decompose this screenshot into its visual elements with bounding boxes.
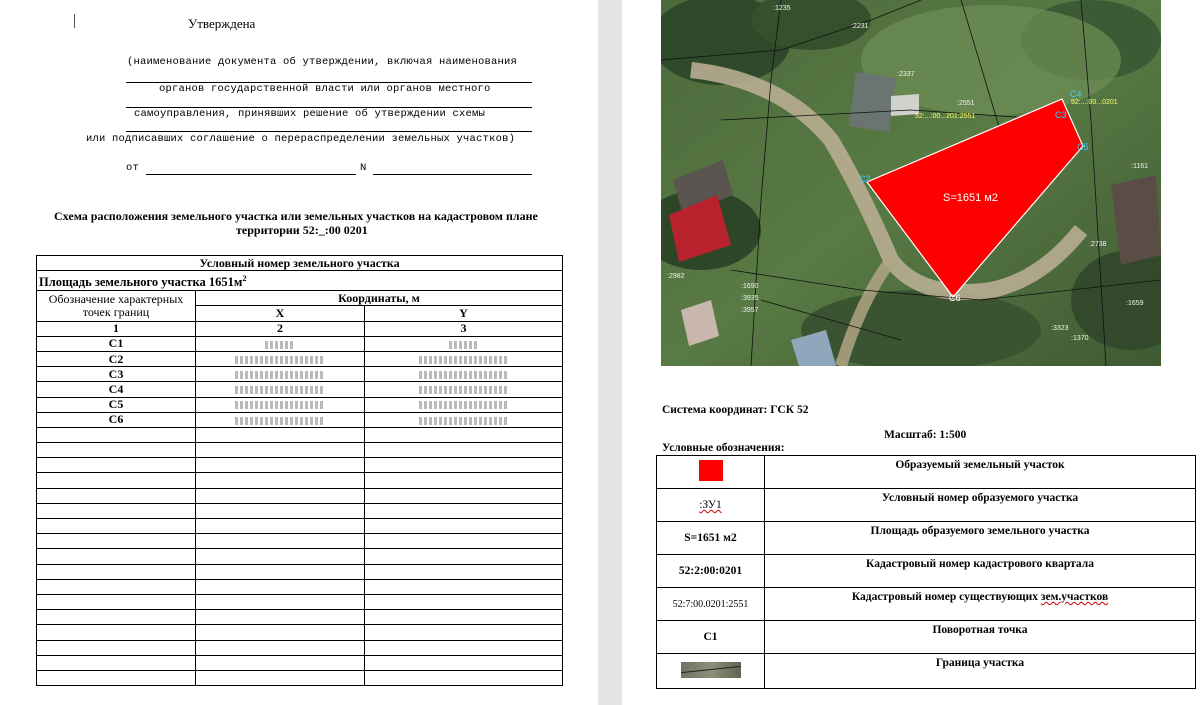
map-label: :1659 <box>1126 300 1144 307</box>
point-label-c6: C6 <box>949 293 961 303</box>
redacted-value <box>235 386 325 394</box>
points-column-header: Обозначение характерных точек границ <box>37 291 196 321</box>
column-number-2: 2 <box>196 321 365 336</box>
legend-row <box>657 456 1196 489</box>
redacted-value <box>449 341 479 349</box>
legend-symbol: C1 <box>657 621 765 654</box>
table-row-empty <box>37 610 563 625</box>
parcel-swatch <box>699 460 723 481</box>
map-label: :2982 <box>667 273 685 280</box>
table-row-empty <box>37 488 563 503</box>
table-row <box>37 351 563 366</box>
header-line-1: (наименование документа об утверждении, включая наименования <box>127 56 518 68</box>
map-label: :1161 <box>1131 163 1148 170</box>
table-row-empty <box>37 670 563 685</box>
table-row <box>37 382 563 397</box>
table-row-empty <box>37 640 563 655</box>
legend-symbol: 52:2:00:0201 <box>657 555 765 588</box>
legend-desc <box>765 588 1196 621</box>
table-row-empty <box>37 427 563 442</box>
boundary-sample <box>681 662 741 678</box>
coordinate-system: Система координат: ГСК 52 <box>662 404 809 416</box>
legend-row <box>657 489 1196 522</box>
legend-row <box>657 588 1196 621</box>
redacted-value <box>419 417 509 425</box>
from-label: от <box>126 162 140 174</box>
map-label: :2738 <box>1089 241 1107 248</box>
number-label: N <box>360 162 367 174</box>
redacted-value <box>419 371 509 379</box>
legend-symbol <box>657 456 765 489</box>
text-cursor <box>74 14 75 28</box>
table-row-empty <box>37 534 563 549</box>
document-page-right <box>622 0 1200 705</box>
map-label: :1370 <box>1071 335 1089 342</box>
approved-label: Утверждена <box>188 16 256 31</box>
table-header: Условный номер земельного участка <box>37 256 563 271</box>
map-label: :1690 <box>741 283 759 290</box>
column-number-1: 1 <box>37 321 196 336</box>
header-line-4: или подписавших соглашение о перераспределении земельных участков) <box>86 133 516 145</box>
header-line-3: самоуправления, принявших решение об утверждении схемы <box>134 108 486 120</box>
legend-desc: Площадь образуемого земельного участка <box>765 522 1196 555</box>
document-page-left <box>0 0 598 705</box>
y-column-header: Y <box>365 306 563 321</box>
redacted-value <box>419 356 509 364</box>
column-number-3: 3 <box>365 321 563 336</box>
point-label-c3: C3 <box>1055 110 1067 120</box>
redacted-value <box>235 356 325 364</box>
table-row-empty <box>37 458 563 473</box>
point-label-c4: C4 <box>1070 89 1082 99</box>
roof-greenhouse <box>849 72 896 132</box>
legend-row <box>657 522 1196 555</box>
legend-desc: Кадастровый номер кадастрового квартала <box>765 555 1196 588</box>
map-label: :3323 <box>1051 325 1069 332</box>
satellite-map <box>661 0 1161 366</box>
area-label: Площадь земельного участка 1651 <box>39 275 234 290</box>
legend-desc: Образуемый земельный участок <box>765 456 1196 489</box>
point-label: C5 <box>37 397 196 412</box>
point-label: C3 <box>37 367 196 382</box>
legend-title: Условные обозначения: <box>662 442 785 454</box>
redacted-value <box>235 401 325 409</box>
legend-symbol <box>657 489 765 522</box>
point-label: C6 <box>37 412 196 427</box>
redacted-value <box>235 371 325 379</box>
redacted-value <box>265 341 295 349</box>
redacted-value <box>235 417 325 425</box>
map-label: 52:...:00...201:2551 <box>915 113 976 120</box>
legend-desc: Поворотная точка <box>765 621 1196 654</box>
map-label: :2337 <box>897 71 915 78</box>
table-row-empty <box>37 655 563 670</box>
table-row-empty <box>37 594 563 609</box>
table-row <box>37 367 563 382</box>
scheme-title-line-2: территории 52:_:00 0201 <box>236 223 368 237</box>
redacted-value <box>419 386 509 394</box>
scheme-title-line-1: Схема расположения земельного участка или земельных участков на кадастровом плане <box>54 209 538 223</box>
map-label: :2231 <box>851 23 869 30</box>
table-row <box>37 412 563 427</box>
table-row-empty <box>37 564 563 579</box>
legend-desc-prefix: Кадастровый номер существующих <box>851 591 1041 603</box>
table-row <box>37 397 563 412</box>
legend-desc-wavy: зем.участков <box>1040 591 1109 603</box>
redacted-value <box>419 401 509 409</box>
map-label: :2551 <box>957 100 975 107</box>
point-label: C2 <box>37 351 196 366</box>
legend-table <box>656 455 1196 689</box>
coords-column-header: Координаты, м <box>196 291 563 306</box>
parcel-area-label: S=1651 м2 <box>943 192 998 204</box>
map-label: :3957 <box>741 307 759 314</box>
point-label-c5: C5 <box>1077 142 1089 152</box>
map-label: :1235 <box>773 5 791 12</box>
header-underline-3 <box>126 131 532 132</box>
map-scale: Масштаб: 1:500 <box>884 429 967 441</box>
point-label-c2: C2 <box>859 174 871 184</box>
legend-symbol <box>657 654 765 689</box>
legend-row <box>657 621 1196 654</box>
table-row <box>37 336 563 351</box>
map-label: :3935 <box>741 295 759 302</box>
table-row-empty <box>37 473 563 488</box>
legend-desc: Условный номер образуемого участка <box>765 489 1196 522</box>
date-underline <box>146 174 356 175</box>
table-row-empty <box>37 549 563 564</box>
legend-symbol: S=1651 м2 <box>657 522 765 555</box>
legend-desc: Граница участка <box>765 654 1196 689</box>
map-label: 52:...:00...0201 <box>1071 99 1118 106</box>
coordinates-table <box>36 255 563 686</box>
table-row-empty <box>37 443 563 458</box>
header-line-2: органов государственной власти или органов местного <box>159 83 491 95</box>
table-row-empty <box>37 519 563 534</box>
point-label: C4 <box>37 382 196 397</box>
point-label: C1 <box>37 336 196 351</box>
area-unit: м <box>233 275 243 290</box>
x-column-header: X <box>196 306 365 321</box>
table-row-empty <box>37 503 563 518</box>
legend-symbol: 52:7:00.0201:2551 <box>657 588 765 621</box>
area-sup: 2 <box>242 274 247 284</box>
legend-row <box>657 555 1196 588</box>
legend-symbol-text: :ЗУ1 <box>699 499 722 511</box>
number-underline <box>373 174 532 175</box>
table-row-empty <box>37 579 563 594</box>
table-row-empty <box>37 625 563 640</box>
legend-row <box>657 654 1196 689</box>
area-cell <box>37 271 563 291</box>
